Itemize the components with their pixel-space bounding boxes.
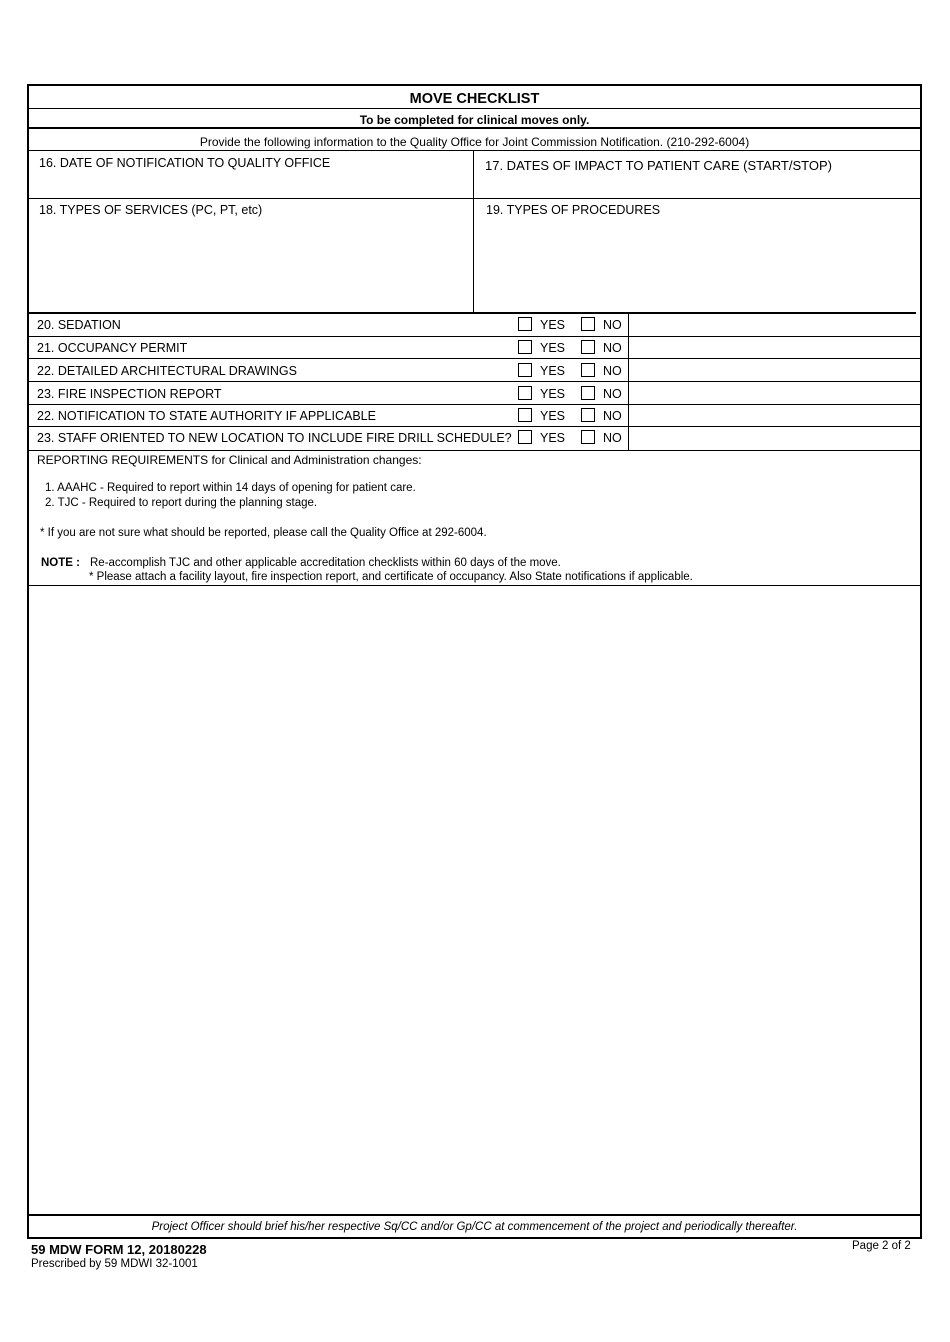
field16-input[interactable] <box>30 172 470 196</box>
divider <box>29 426 920 427</box>
field19-input[interactable] <box>475 220 919 308</box>
divider <box>29 198 920 199</box>
no-label: NO <box>603 409 622 423</box>
yes-label: YES <box>540 409 566 423</box>
checklist-label: 22. NOTIFICATION TO STATE AUTHORITY IF APPLICABLE <box>37 409 376 423</box>
divider <box>29 450 920 451</box>
no-label: NO <box>603 341 622 355</box>
yes-label: YES <box>540 341 566 355</box>
no-label: NO <box>603 318 622 332</box>
divider <box>29 336 920 337</box>
note-line: * Please attach a facility layout, fire inspection report, and certificate of occupancy. Also State notifications if applicable. <box>89 571 693 583</box>
checklist-label: 22. DETAILED ARCHITECTURAL DRAWINGS <box>37 364 297 378</box>
yes-checkbox[interactable] <box>518 363 532 377</box>
form-id: 59 MDW FORM 12, 20180228 <box>31 1242 207 1257</box>
divider <box>29 150 920 151</box>
divider <box>29 358 920 359</box>
notes-area[interactable] <box>30 588 919 1213</box>
divider <box>29 585 920 586</box>
divider <box>29 381 920 382</box>
yes-label: YES <box>540 364 566 378</box>
no-checkbox[interactable] <box>581 317 595 331</box>
form-title: MOVE CHECKLIST <box>409 91 540 107</box>
checklist-label: 23. FIRE INSPECTION REPORT <box>37 387 222 401</box>
column-divider <box>473 150 474 312</box>
no-label: NO <box>603 364 622 378</box>
checklist-label: 20. SEDATION <box>37 318 121 332</box>
reporting-item: 1. AAAHC - Required to report within 14 days of opening for patient care. <box>45 482 416 494</box>
divider <box>29 127 920 129</box>
no-checkbox[interactable] <box>581 430 595 444</box>
field16-label: 16. DATE OF NOTIFICATION TO QUALITY OFFICE <box>39 156 331 170</box>
move-checklist-form <box>27 84 922 1239</box>
instruction-text: Provide the following information to the Quality Office for Joint Commission Notification. (210-292-6004) <box>199 135 750 149</box>
note-line: Re-accomplish TJC and other applicable accreditation checklists within 60 days of the move. <box>90 557 561 569</box>
checklist-divider <box>628 314 629 451</box>
reporting-heading: REPORTING REQUIREMENTS for Clinical and Administration changes: <box>37 453 422 467</box>
bottom-note: Project Officer should brief his/her respective Sq/CC and/or Gp/CC at commencement of the project and periodically thereafter. <box>151 1221 798 1233</box>
note-label: NOTE : <box>41 557 80 569</box>
no-label: NO <box>603 431 622 445</box>
no-checkbox[interactable] <box>581 363 595 377</box>
yes-checkbox[interactable] <box>518 317 532 331</box>
field18-label: 18. TYPES OF SERVICES (PC, PT, etc) <box>39 203 263 217</box>
checklist-label: 21. OCCUPANCY PERMIT <box>37 341 188 355</box>
yes-checkbox[interactable] <box>518 340 532 354</box>
field18-input[interactable] <box>30 220 470 308</box>
page-number: Page 2 of 2 <box>852 1240 911 1252</box>
form-subtitle: To be completed for clinical moves only. <box>359 113 590 127</box>
field19-label: 19. TYPES OF PROCEDURES <box>486 203 661 217</box>
divider <box>29 1214 920 1216</box>
yes-label: YES <box>540 318 566 332</box>
field17-label: 17. DATES OF IMPACT TO PATIENT CARE (START/STOP) <box>485 158 832 173</box>
divider <box>29 108 920 109</box>
yes-checkbox[interactable] <box>518 386 532 400</box>
divider <box>29 312 916 314</box>
field17-input[interactable] <box>475 174 919 196</box>
no-label: NO <box>603 387 622 401</box>
checklist-label: 23. STAFF ORIENTED TO NEW LOCATION TO INCLUDE FIRE DRILL SCHEDULE? <box>37 431 512 445</box>
prescribed-by: Prescribed by 59 MDWI 32-1001 <box>31 1258 198 1270</box>
reporting-item: 2. TJC - Required to report during the planning stage. <box>45 497 318 509</box>
yes-checkbox[interactable] <box>518 430 532 444</box>
yes-label: YES <box>540 431 566 445</box>
reporting-unsure-note: * If you are not sure what should be reported, please call the Quality Office at 292-6004. <box>40 527 487 539</box>
yes-checkbox[interactable] <box>518 408 532 422</box>
no-checkbox[interactable] <box>581 386 595 400</box>
no-checkbox[interactable] <box>581 340 595 354</box>
no-checkbox[interactable] <box>581 408 595 422</box>
yes-label: YES <box>540 387 566 401</box>
divider <box>29 404 920 405</box>
